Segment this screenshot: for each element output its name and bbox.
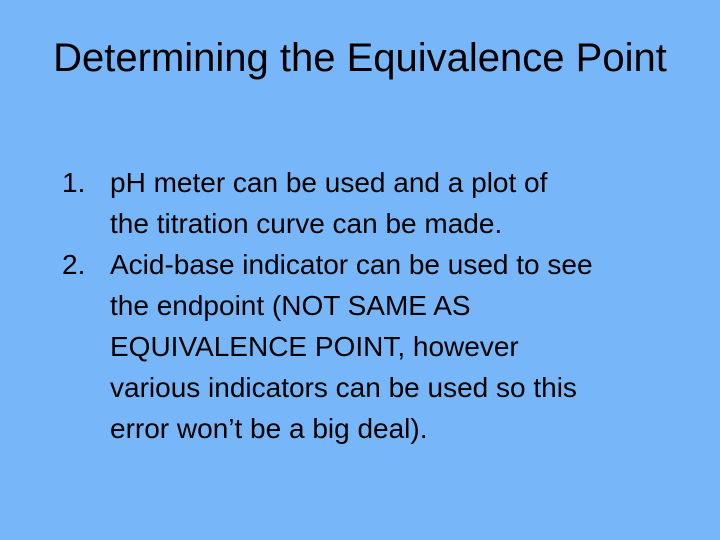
list-item-line: Acid-base indicator can be used to see (110, 249, 593, 280)
list-item-text (110, 244, 680, 449)
slide-title: Determining the Equivalence Point (53, 36, 667, 80)
list-item-text (110, 162, 680, 244)
list-item-line: pH meter can be used and a plot of (110, 167, 548, 198)
list-item-line: the titration curve can be made. (110, 208, 503, 239)
list-item-line: various indicators can be used so this (110, 372, 577, 403)
list-item-line: the endpoint (NOT SAME AS (110, 290, 471, 321)
list-item (62, 162, 702, 244)
numbered-list (62, 162, 702, 449)
list-item (62, 244, 702, 449)
list-item-number: 1. (62, 167, 86, 198)
list-item-number: 2. (62, 249, 86, 280)
list-item-line: error won’t be a big deal). (110, 413, 428, 444)
list-item-line: EQUIVALENCE POINT, however (110, 331, 519, 362)
